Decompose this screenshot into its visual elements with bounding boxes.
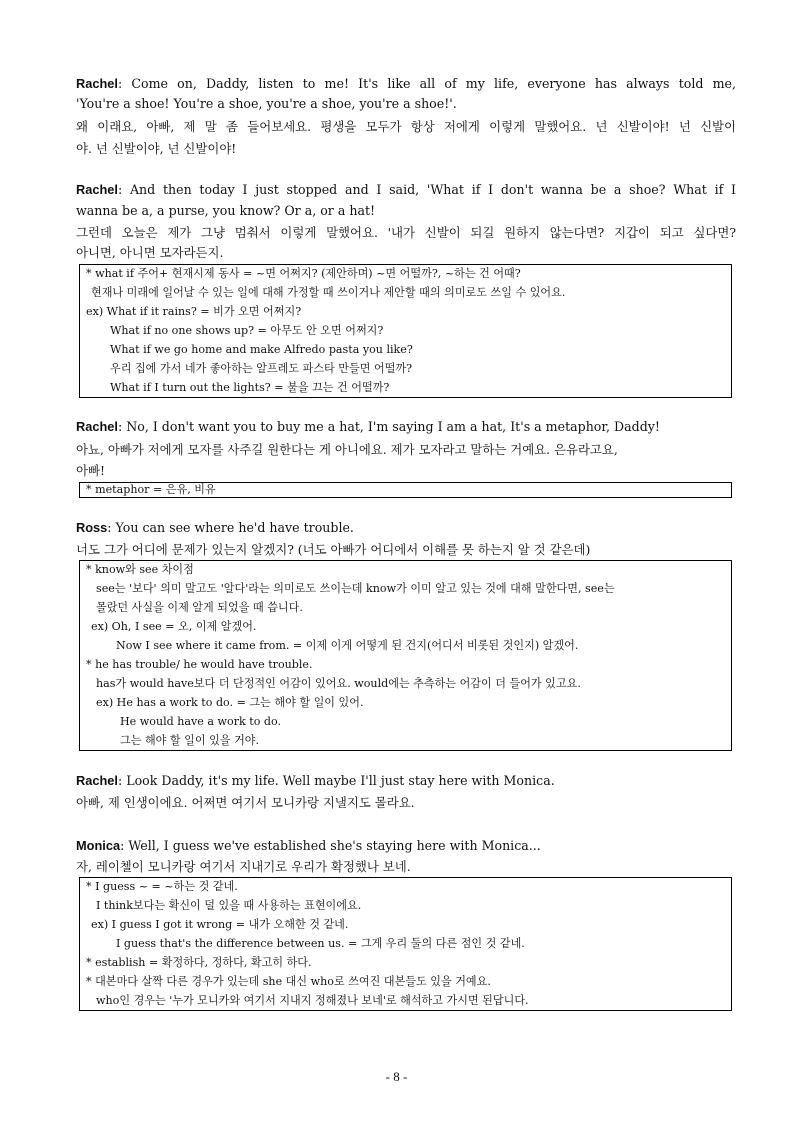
- speaker-name: Rachel: [76, 773, 118, 788]
- dialogue-english-line: Rachel: Look Daddy, it's my life. Well maybe I'll just stay here with Monica.: [76, 773, 555, 788]
- speaker-name: Monica: [76, 838, 121, 853]
- note-line: see는 '보다' 의미 말고도 '알다'라는 의미로도 쓰이는데 know가 이미 알고 있는 것에 대해 말한다면, see는: [96, 582, 615, 595]
- note-line: * 대본마다 살짝 다른 경우가 있는데 she 대신 who로 쓰여진 대본들도 있을 거예요.: [86, 975, 491, 988]
- note-line: ex) Oh, I see = 오, 이제 알겠어.: [91, 620, 257, 633]
- dialogue-english-line: Rachel: No, I don't want you to buy me a hat, I'm saying I am a hat, It's a metaphor, Daddy!: [76, 419, 660, 434]
- note-line: What if no one shows up? = 아무도 안 오면 어쩌지?: [110, 324, 384, 337]
- speaker-name: Rachel: [76, 76, 118, 91]
- note-line: What if I turn out the lights? = 불을 끄는 건 어떨까?: [110, 381, 390, 394]
- speaker-name: Ross: [76, 520, 108, 535]
- note-line: who인 경우는 '누가 모니카와 여기서 지내지 정해졌나 보네'로 해석하고 가시면 된답니다.: [96, 994, 529, 1007]
- dialogue-korean-line: 아빠!: [76, 463, 105, 478]
- dialogue-english-line: Rachel: Come on, Daddy, listen to me! It's like all of my life, everyone has always told me,: [76, 76, 736, 91]
- dialogue-korean-line: 야. 넌 신발이야, 넌 신발이야!: [76, 141, 237, 156]
- note-line: ex) I guess I got it wrong = 내가 오해한 것 같네.: [91, 918, 349, 931]
- note-line: Now I see where it came from. = 이제 이게 어떻게 된 건지(어디서 비롯된 것인지) 알겠어.: [116, 639, 579, 652]
- note-line: * what if 주어+ 현재시제 동사 = ~면 어쩌지? (제안하며) ~면 어떨까?, ~하는 건 어때?: [86, 267, 521, 280]
- note-line: I guess that's the difference between us. = 그게 우리 둘의 다른 점인 것 같네.: [116, 937, 525, 950]
- dialogue-english-line: Ross: You can see where he'd have trouble.: [76, 520, 354, 535]
- note-line: * establish = 확정하다, 정하다, 확고히 하다.: [86, 956, 312, 969]
- dialogue-korean-line: 왜 이래요, 아빠, 제 말 좀 들어보세요. 평생을 모두가 항상 저에게 이렇게 말했어요. 넌 신발이야! 넌 신발이: [76, 119, 736, 134]
- grammar-note-box: [79, 264, 732, 398]
- note-line: ex) What if it rains? = 비가 오면 어쩌지?: [86, 305, 302, 318]
- dialogue-english-line: Rachel: And then today I just stopped and I said, 'What if I don't wanna be a shoe? What if I: [76, 182, 736, 197]
- dialogue-korean-line: 아니면, 아니면 모자라든지.: [76, 245, 224, 260]
- speaker-name: Rachel: [76, 419, 118, 434]
- dialogue-english-line: 'You're a shoe! You're a shoe, you're a shoe, you're a shoe!'.: [76, 96, 457, 111]
- dialogue-korean-line: 자, 레이첼이 모니카랑 여기서 지내기로 우리가 확정했나 보네.: [76, 859, 411, 874]
- dialogue-english-line: wanna be a, a purse, you know? Or a, or a hat!: [76, 203, 376, 218]
- note-line: He would have a work to do.: [120, 715, 282, 728]
- note-line: 우리 집에 가서 네가 좋아하는 알프레도 파스타 만들면 어떨까?: [110, 362, 413, 375]
- dialogue-korean-line: 아빠, 제 인생이에요. 어쩌면 여기서 모니카랑 지낼지도 몰라요.: [76, 795, 415, 810]
- note-line: 그는 해야 할 일이 있을 거야.: [120, 734, 260, 747]
- note-line: has가 would have보다 더 단정적인 어감이 있어요. would에는 추측하는 어감이 더 들어가 있고요.: [96, 677, 581, 690]
- note-line: What if we go home and make Alfredo pasta you like?: [110, 343, 413, 356]
- note-line: 몰랐던 사실을 이제 알게 되었을 때 씁니다.: [96, 601, 303, 614]
- dialogue-korean-line: 너도 그가 어디에 문제가 있는지 알겠지? (너도 아빠가 어디에서 이해를 못 하는지 알 것 같은데): [76, 542, 591, 557]
- note-line: ex) He has a work to do. = 그는 해야 할 일이 있어.: [96, 696, 364, 709]
- dialogue-english-line: Monica: Well, I guess we've established she's staying here with Monica...: [76, 838, 541, 853]
- grammar-note-box: [79, 560, 732, 751]
- note-line: * he has trouble/ he would have trouble.: [86, 658, 313, 671]
- note-line: * I guess ~ = ~하는 것 같네.: [86, 880, 238, 893]
- note-line: 현재나 미래에 일어날 수 있는 일에 대해 가정할 때 쓰이거나 제안할 때의 의미로도 쓰일 수 있어요.: [91, 286, 566, 299]
- page-number: - 8 -: [385, 1069, 408, 1084]
- speaker-name: Rachel: [76, 182, 118, 197]
- note-line: I think보다는 확신이 덜 있을 때 사용하는 표현이에요.: [96, 899, 362, 912]
- grammar-note-box: [79, 877, 732, 1011]
- note-line: * know와 see 차이점: [86, 563, 194, 576]
- note-line: * metaphor = 은유, 비유: [86, 483, 216, 496]
- dialogue-korean-line: 아뇨, 아빠가 저에게 모자를 사주길 원한다는 게 아니에요. 제가 모자라고 말하는 거예요. 은유라고요,: [76, 442, 618, 457]
- grammar-note-box: [79, 482, 732, 498]
- dialogue-korean-line: 그런데 오늘은 제가 그냥 멈춰서 이렇게 말했어요. '내가 신발이 되길 원하지 않는다면? 지갑이 되고 싶다면?: [76, 225, 736, 240]
